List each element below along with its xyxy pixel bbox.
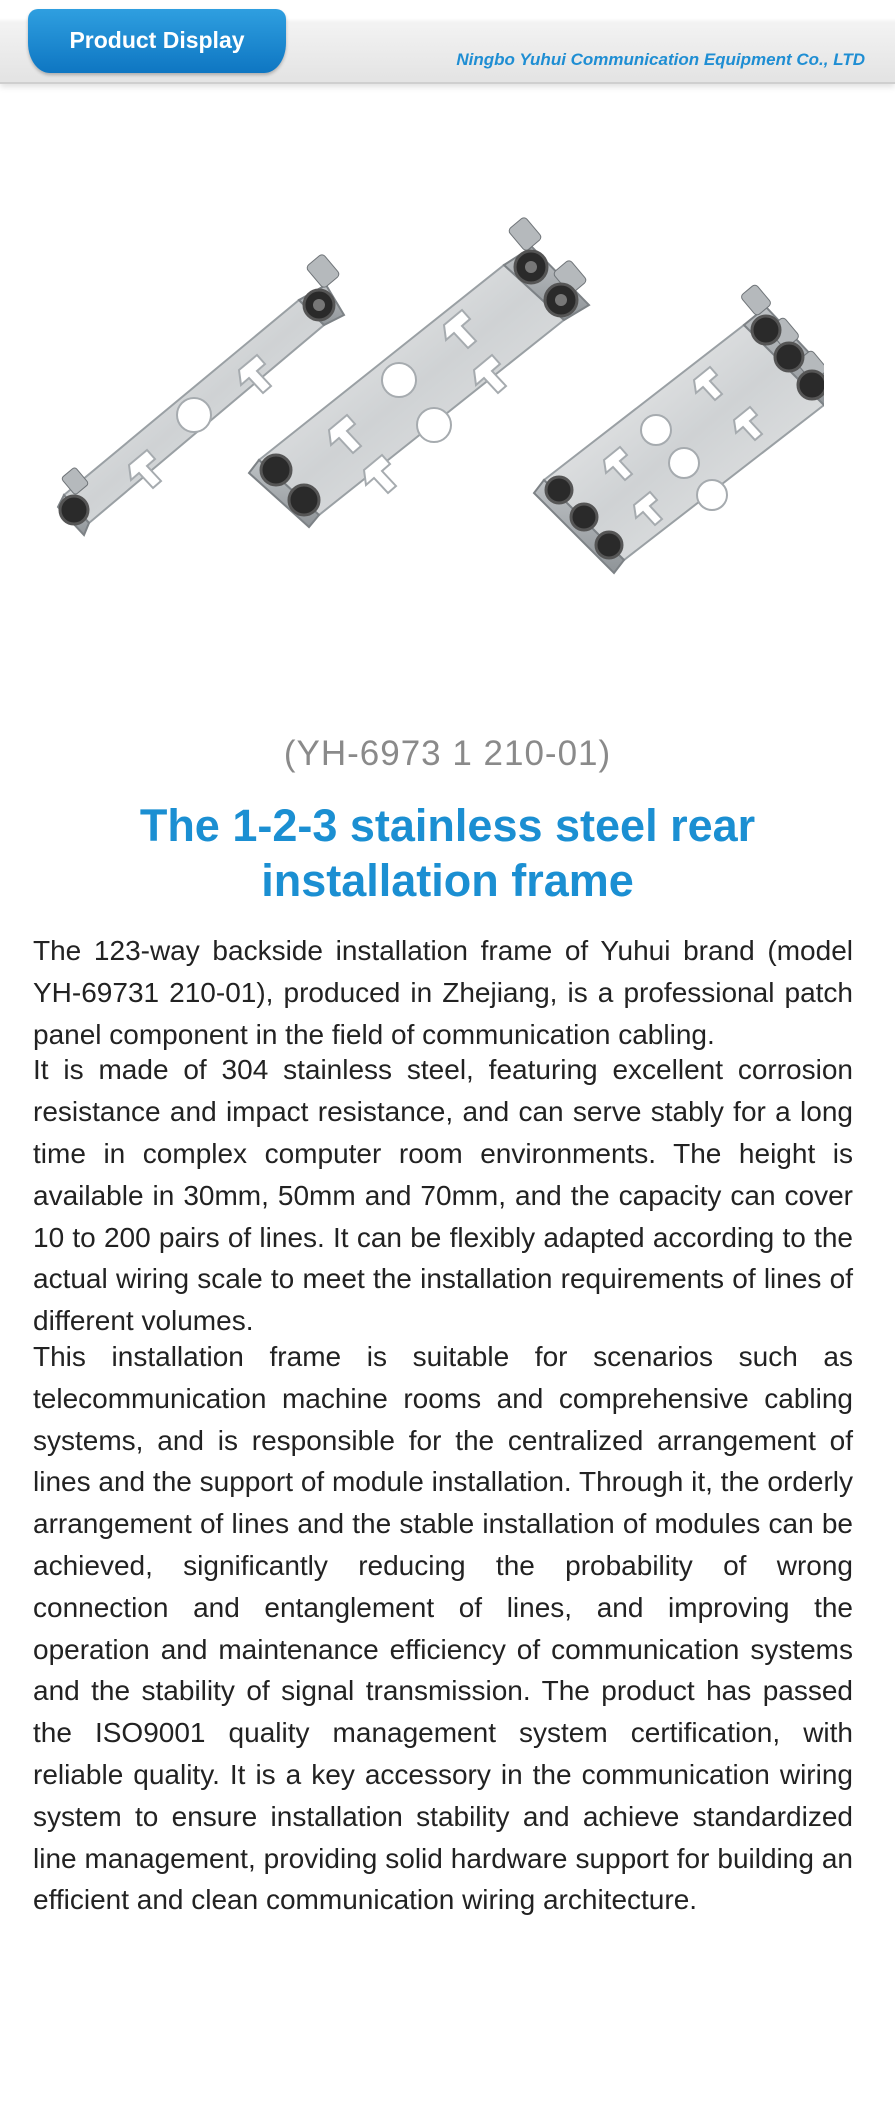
description-paragraph-3: This installation frame is suitable for scenarios such as telecommunication machine rooms and comprehensive cabling systems, and is responsible for the centralized arrangement of lines and the support of module installation. Through it, the orderly arrangement of lines and the stable installation of modules can be achieved, significantly reducing the probability of wrong connection and entanglement of lines, and improving the operation and maintenance efficiency of communication systems and the stability of signal transmission. The product has passed the ISO9001 quality management system certification, with reliable quality. It is a key accessory in the communication wiring system to ensure installation stability and achieve standardized line management, providing solid hardware support for building an efficient and clean communication wiring architecture. bbox=[33, 1340, 853, 1916]
stainless-steel-mounting-frames-image bbox=[44, 205, 824, 615]
company-name: Ningbo Yuhui Communication Equipment Co., LTD bbox=[456, 50, 865, 69]
description-paragraph-2: It is made of 304 stainless steel, featuring excellent corrosion resistance and impact resistance, and can serve stably for a long time in complex computer room environments. The height is available in 30mm, 50mm and 70mm, and the capacity can cover 10 to 200 pairs of lines. It can be flexibly adapted according to the actual wiring scale to meet the installation requirements of lines of different volumes. bbox=[33, 1054, 853, 1337]
header-bar bbox=[0, 0, 895, 84]
product-display-tab-label: Product Display bbox=[69, 27, 245, 53]
product-display-tab[interactable] bbox=[28, 9, 286, 73]
product-title: The 1-2-3 stainless steel rear installation frame bbox=[139, 800, 756, 906]
description-paragraph-1: The 123-way backside installation frame of Yuhui brand (model YH-69731 210-01), produced in Zhejiang, is a professional patch panel component in the field of communication cabling. bbox=[33, 935, 853, 1050]
frame-3-way bbox=[534, 284, 824, 573]
product-description bbox=[33, 930, 853, 1915]
frame-2-way bbox=[249, 216, 589, 527]
product-model: (YH-6973 1 210-01) bbox=[283, 734, 612, 773]
